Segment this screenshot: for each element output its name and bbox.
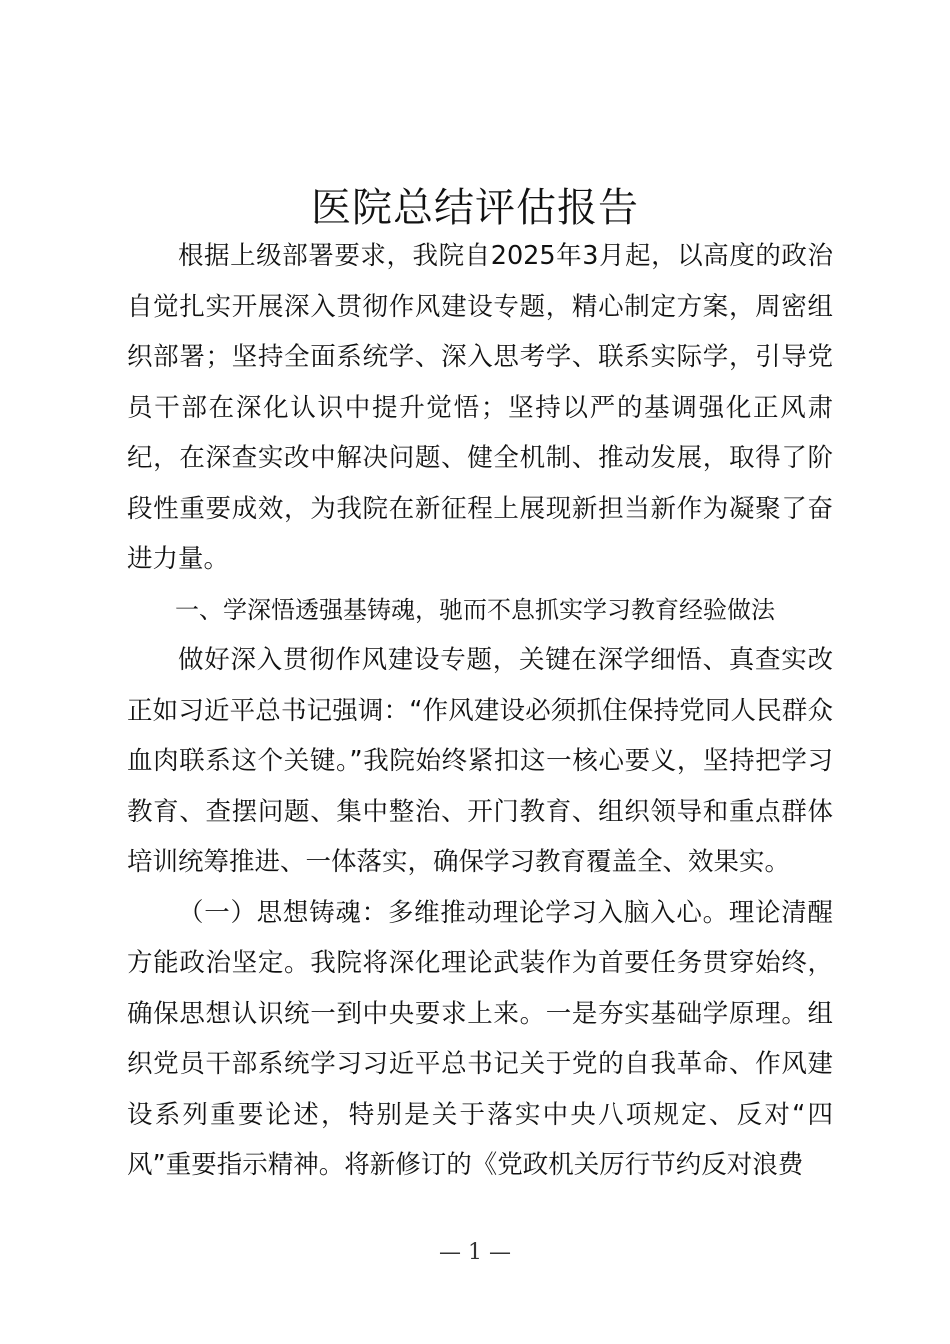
- paragraph-intro: 根据上级部署要求，我院自2025年3月起，以高度的政治自觉扎实开展深入贯彻作风建设专题，精心制定方案，周密组织部署；坚持全面系统学、深入思考学、联系实际学，引导党员干部在深化认识中提升觉悟；坚持以严的基调强化正风肃纪，在深查实改中解决问题、健全机制、推动发展，取得了阶段性重要成效，为我院在新征程上展现新担当新作为凝聚了奋进力量。: [127, 241, 833, 574]
- page-number: — 1 —: [439, 1240, 511, 1265]
- paragraph-subsection-1: （一）思想铸魂：多维推动理论学习入脑入心。理论清醒方能政治坚定。我院将深化理论武装作为首要任务贯穿始终，确保思想认识统一到中央要求上来。一是夯实基础学原理。组织党员干部系统学习习近平总书记关于党的自我革命、作风建设系列重要论述，特别是关于落实中央八项规定、反对“四风”重要指示精神。将新修订的《党政机关厉行节约反对浪费: [127, 897, 833, 1180]
- document-body: [127, 231, 833, 1191]
- section-heading-1: 一、学深悟透强基铸魂，驰而不息抓实学习教育经验做法: [175, 595, 775, 624]
- document-title: 医院总结评估报告: [311, 185, 639, 231]
- paragraph-section-1: 做好深入贯彻作风建设专题，关键在深学细悟、真查实改正如习近平总书记强调：“作风建设必须抓住保持党同人民群众血肉联系这个关键。”我院始终紧扣这一核心要义，坚持把学习教育、查摆问题、集中整治、开门教育、组织领导和重点群体培训统筹推进、一体落实，确保学习教育覆盖全、效果实。: [127, 645, 833, 877]
